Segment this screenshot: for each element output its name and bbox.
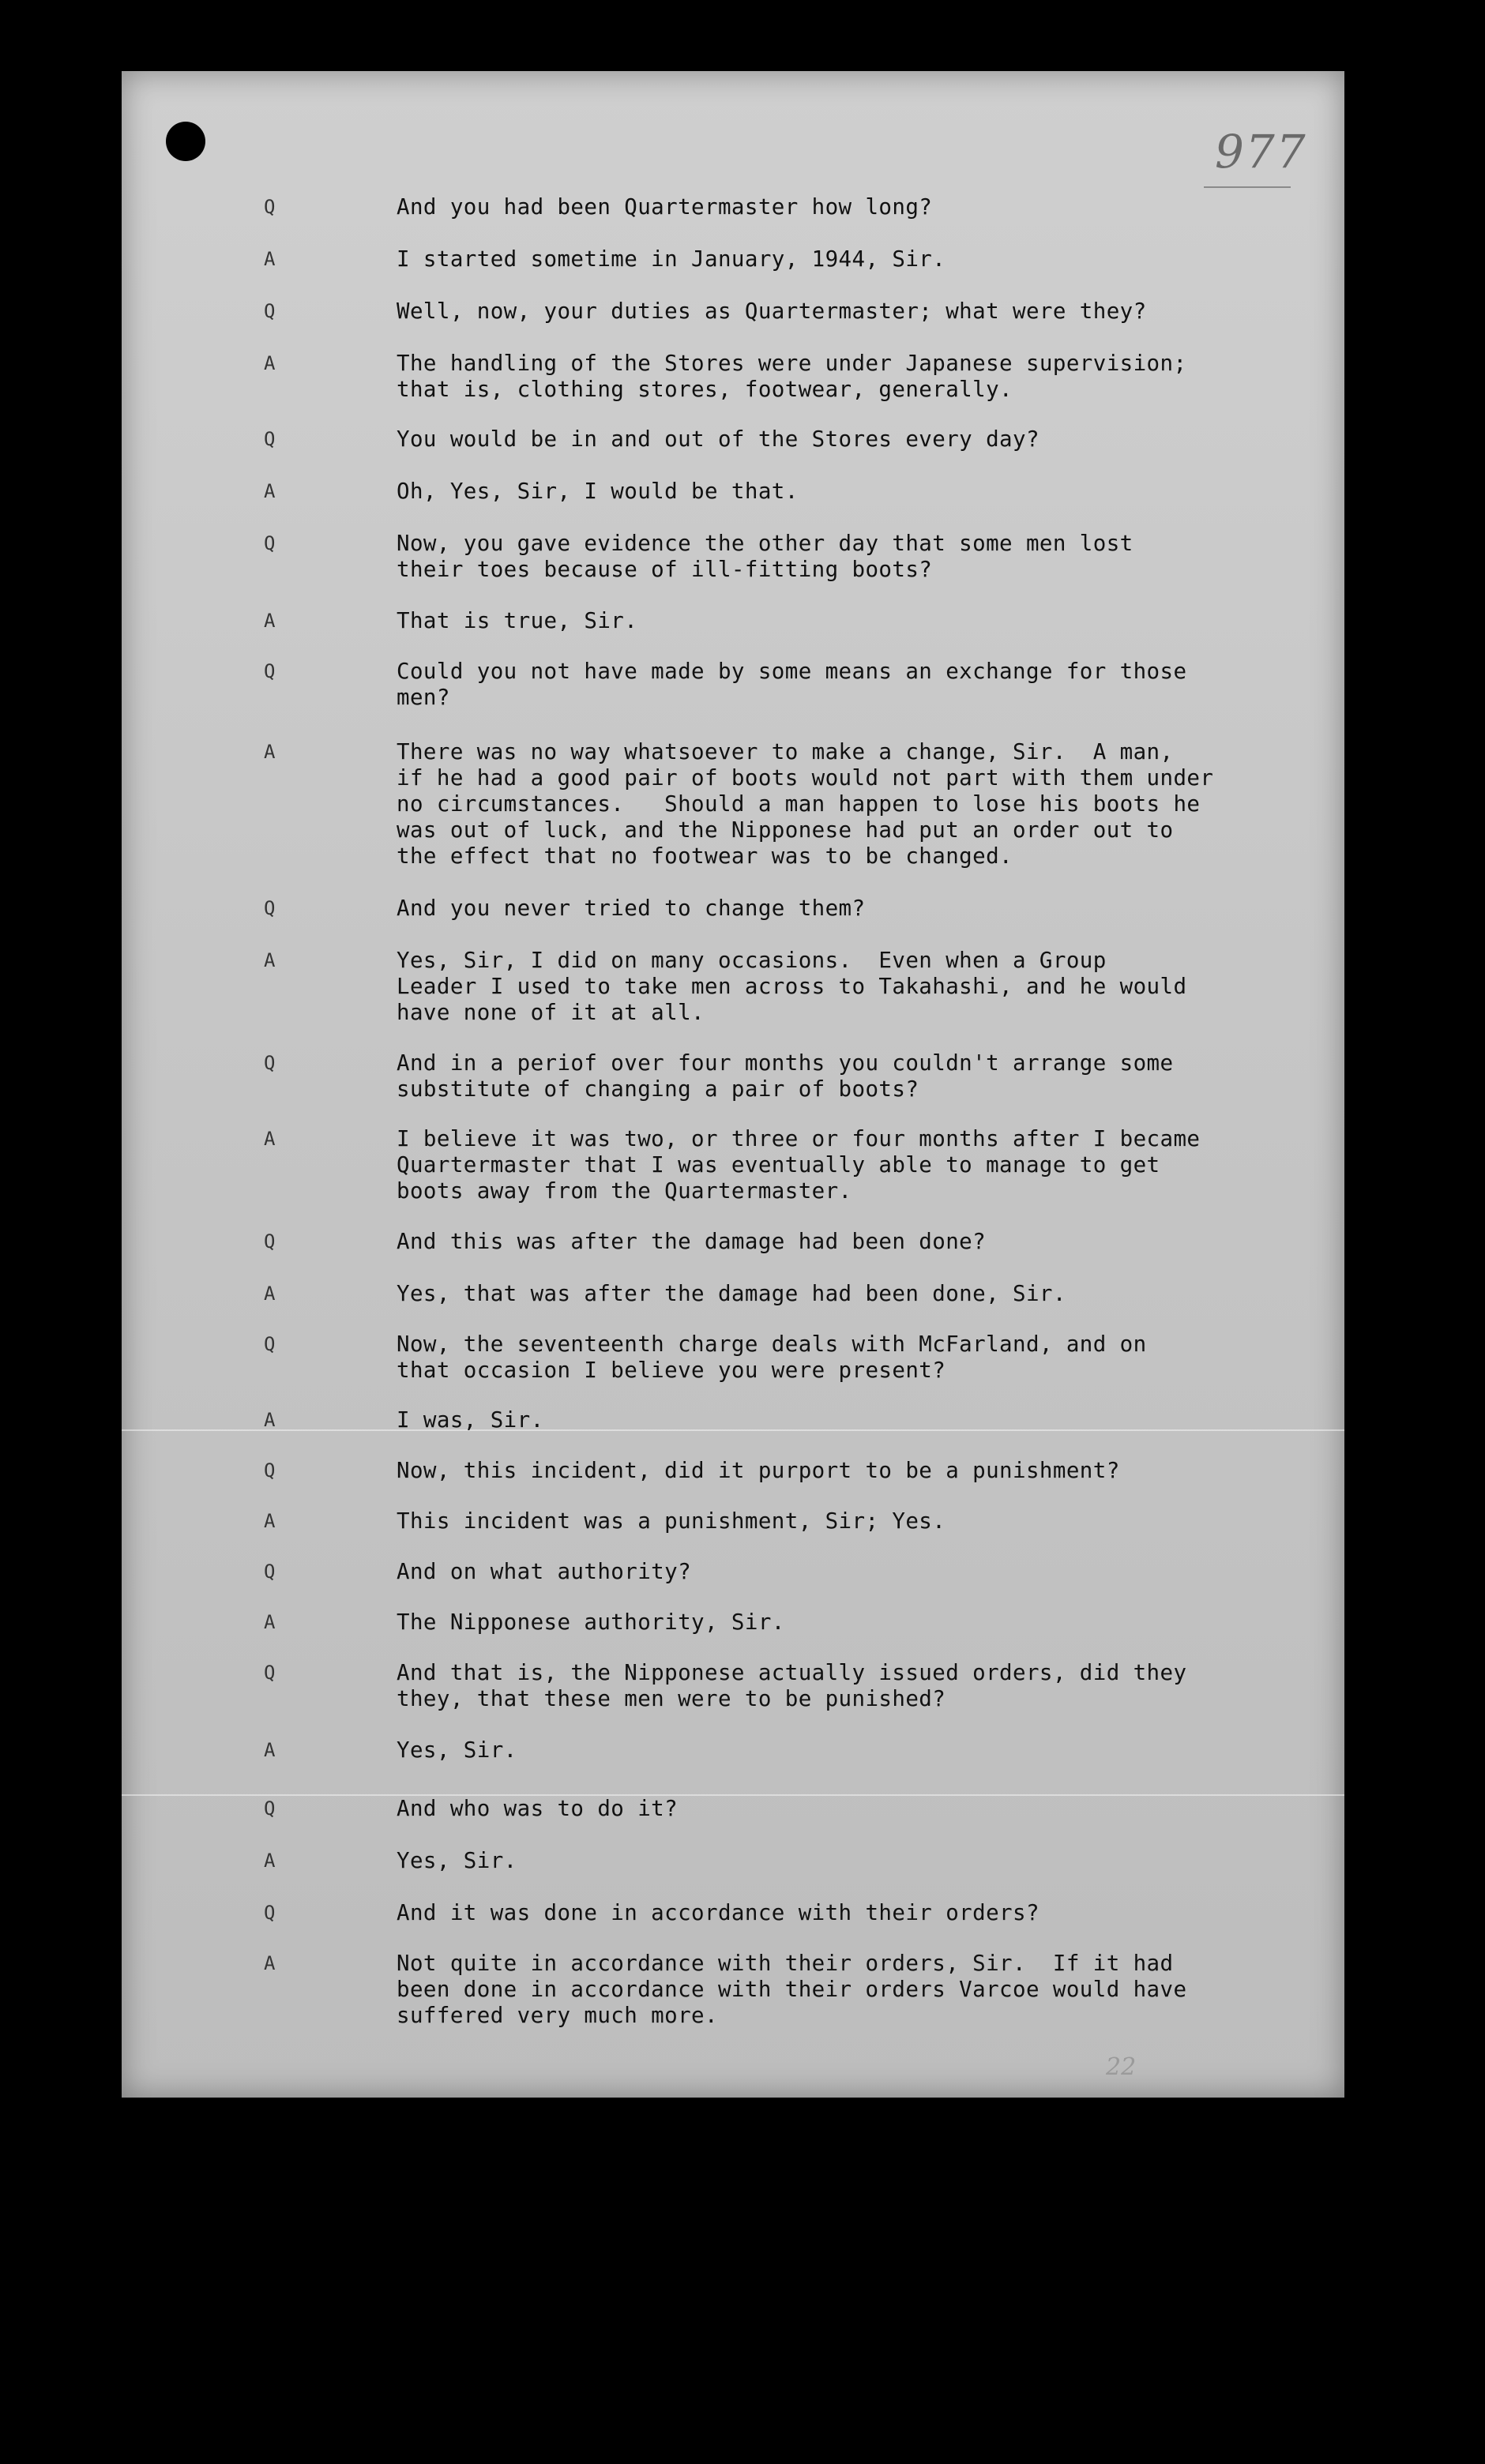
speaker-label: A <box>264 248 276 270</box>
speaker-label: A <box>264 352 276 374</box>
speaker-label: A <box>264 1128 276 1150</box>
speaker-label: A <box>264 1850 276 1872</box>
entry-text: Oh, Yes, Sir, I would be that. <box>397 479 799 504</box>
entry-text: Yes, that was after the damage had been done, Sir. <box>397 1281 1066 1306</box>
entry-text: The Nipponese authority, Sir. <box>397 1609 785 1635</box>
speaker-label: Q <box>264 1561 276 1583</box>
binder-hole <box>166 122 205 161</box>
entry-text: And on what authority? <box>397 1559 692 1584</box>
speaker-label: A <box>264 1409 276 1431</box>
entry-text: Not quite in accordance with their orders, Sir. If it had been done in accordance with their orders Varcoe would have suffered very much more. <box>397 1951 1187 2028</box>
entry-text: And who was to do it? <box>397 1796 679 1821</box>
speaker-label: Q <box>264 1333 276 1355</box>
entry-text: Yes, Sir. <box>397 1737 517 1763</box>
entry-text: The handling of the Stores were under Japanese supervision; that is, clothing stores, footwear, generally. <box>397 351 1187 402</box>
entry-text: And you never tried to change them? <box>397 896 866 921</box>
handwritten-mark: 22 <box>1106 2053 1137 2081</box>
speaker-label: Q <box>264 300 276 322</box>
page-number: 977 <box>1215 125 1307 178</box>
page-number-underline <box>1204 186 1291 188</box>
entry-text: That is true, Sir. <box>397 608 638 633</box>
entry-text: I was, Sir. <box>397 1407 544 1433</box>
speaker-label: A <box>264 1510 276 1532</box>
speaker-label: A <box>264 1739 276 1761</box>
entry-text: Yes, Sir. <box>397 1848 517 1873</box>
speaker-label: Q <box>264 532 276 554</box>
speaker-label: A <box>264 741 276 763</box>
speaker-label: A <box>264 1283 276 1305</box>
speaker-label: A <box>264 1611 276 1633</box>
entry-text: And it was done in accordance with their orders? <box>397 1900 1040 1925</box>
document-page <box>122 71 1344 2098</box>
speaker-label: Q <box>264 196 276 218</box>
entry-text: You would be in and out of the Stores every day? <box>397 426 1040 452</box>
speaker-label: A <box>264 610 276 632</box>
entry-text: And that is, the Nipponese actually issued orders, did they they, that these men were to be punished? <box>397 1660 1187 1711</box>
speaker-label: A <box>264 1952 276 1974</box>
entry-text: Now, you gave evidence the other day that some men lost their toes because of ill-fitting boots? <box>397 531 1133 582</box>
entry-text: I started sometime in January, 1944, Sir. <box>397 246 946 272</box>
entry-text: There was no way whatsoever to make a change, Sir. A man, if he had a good pair of boots would not part with them under no circumstances. Should a man happen to lose his boots he was out of luck, and the Nipponese had put an order out to the effect that no footwear was to be changed. <box>397 739 1214 869</box>
speaker-label: Q <box>264 1230 276 1253</box>
speaker-label: Q <box>264 660 276 682</box>
speaker-label: Q <box>264 1902 276 1924</box>
entry-text: And this was after the damage had been done? <box>397 1229 987 1254</box>
entry-text: Yes, Sir, I did on many occasions. Even when a Group Leader I used to take men across to Takahashi, and he would have none of it at all. <box>397 948 1187 1025</box>
speaker-label: A <box>264 480 276 502</box>
entry-text: I believe it was two, or three or four months after I became Quartermaster that I was eventually able to manage to get boots away from the Quartermaster. <box>397 1126 1201 1204</box>
speaker-label: Q <box>264 1459 276 1482</box>
speaker-label: Q <box>264 1662 276 1684</box>
entry-text: And in a periof over four months you couldn't arrange some substitute of changing a pair of boots? <box>397 1050 1174 1102</box>
entry-text: Well, now, your duties as Quartermaster; what were they? <box>397 299 1147 324</box>
speaker-label: Q <box>264 428 276 450</box>
entry-text: Could you not have made by some means an exchange for those men? <box>397 659 1187 710</box>
entry-text: Now, the seventeenth charge deals with McFarland, and on that occasion I believe you were present? <box>397 1332 1147 1383</box>
speaker-label: Q <box>264 1052 276 1074</box>
entry-text: This incident was a punishment, Sir; Yes. <box>397 1508 946 1534</box>
entry-text: And you had been Quartermaster how long? <box>397 194 933 220</box>
speaker-label: Q <box>264 1797 276 1820</box>
speaker-label: A <box>264 949 276 971</box>
entry-text: Now, this incident, did it purport to be a punishment? <box>397 1458 1120 1483</box>
speaker-label: Q <box>264 897 276 919</box>
